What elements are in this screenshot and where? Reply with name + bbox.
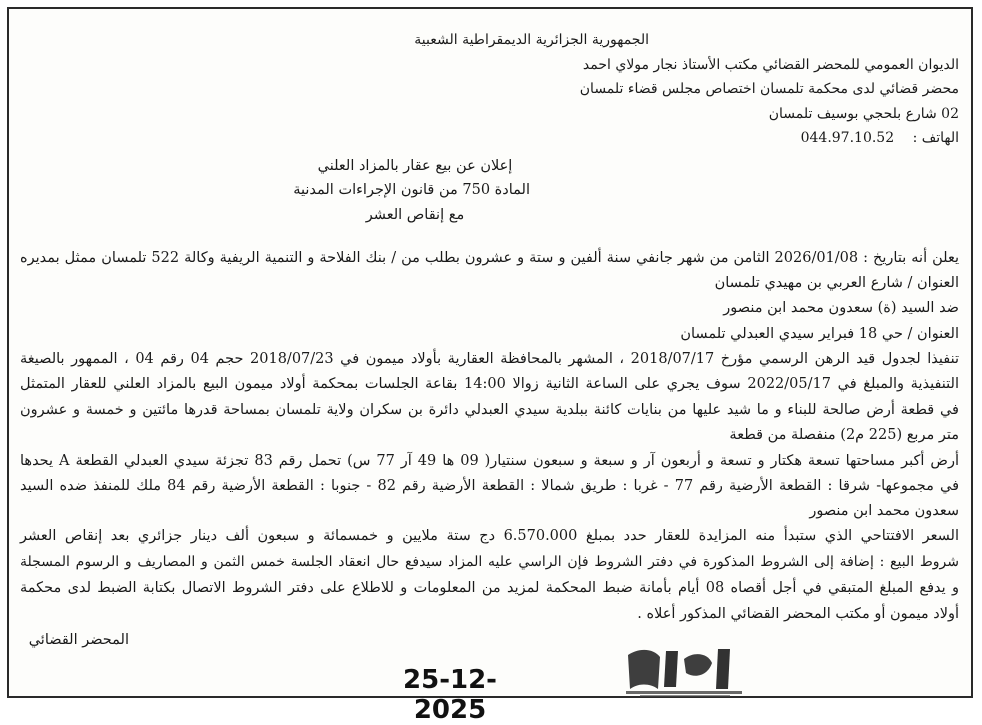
newspaper-logo-stamp: [620, 643, 750, 699]
phone-line: [801, 128, 959, 148]
body-line: يعلن أنه بتاريخ : 2026/01/08 الثامن من شهر جانفي سنة ألفين و ستة و عشرون بطلب من / بنك الفلاحة و التنمية الريفية وكالة 522 تلمسان ممثل بمديره: [20, 250, 959, 266]
body-line: في مجموعها- شرقا : القطعة الأرضية رقم 77 - غربا : طريق شمالا : القطعة الأرضية رقم 82 - جنوبا : القطعة الأرضية رقم 84 ملك للمنفذ ضده السيد: [20, 478, 959, 494]
signature-label: المحضر القضائي: [28, 632, 129, 648]
body-line: أولاد ميمون أو مكتب المحضر القضائي المذكور أعلاه .: [637, 606, 959, 622]
body-line: في قطعة أرض صالحة للبناء و ما شيد عليها من بنايات كائنة ببلدية سيدي العبدلي دائرة بن سكران ولاية تلمسان بمساحة قدرها مائتين و خمسة و عشرون: [20, 402, 959, 418]
phone-label: الهاتف :: [912, 130, 959, 146]
body-line: أرض أكبر مساحتها تسعة هكتار و تسعة و أربعون آر و سبعة و سبعون سنتيار( 09 ها 49 آر 77 س) تحمل رقم 83 تجزئة سيدي العبدلي القطعة A يحدها: [20, 453, 959, 469]
court-line: محضر قضائي لدى محكمة تلمسان اختصاص مجلس قضاء تلمسان: [579, 81, 959, 97]
body-line: سعدون محمد ابن منصور: [809, 503, 959, 519]
body-line: التنفيذية والمبلغ في 2022/05/17 سوف يجري على الساعة الثانية زوالا 14:00 بقاعة الجلسات بمحكمة أولاد ميمون البيع بالمزاد العلني للعقار المتمثل: [20, 376, 959, 392]
phone-number: 044.97.10.52: [800, 130, 895, 146]
body-line: متر مربع (225 م2) منفصلة من قطعة: [729, 427, 959, 443]
body-line: شروط البيع : إضافة إلى الشروط المذكورة في دفتر الشروط فإن الراسي عليه المزاد سيدفع حال انعقاد الجلسة خمس الثمن و المصاريف و الرسوم المسجلة: [20, 554, 959, 570]
body-line: العنوان / حي 18 فبراير سيدي العبدلي تلمسان: [680, 326, 959, 342]
legal-article: المادة 750 من قانون الإجراءات المدنية: [293, 182, 530, 198]
body-line: تنفيذا لجدول قيد الرهن الرسمي مؤرخ 2018/07/17 ، المشهر بالمحافظة العقارية بأولاد ميمون في 2018/07/23 حجم 04 رقم 04 ، الممهور بالصيغة: [20, 351, 959, 367]
reduction-note: مع إنقاص العشر: [365, 207, 465, 223]
notice-title: إعلان عن بيع عقار بالمزاد العلني: [317, 158, 513, 174]
republic-header: الجمهورية الجزائرية الديمقراطية الشعبية: [414, 32, 649, 48]
body-line: و يدفع المبلغ المتبقي في أجل أقصاه 08 أيام بأمانة ضبط المحكمة لمزيد من المعلومات و للاطلاع على دفتر الشروط الاتصال بكتابة الضبط لدى محكمة: [20, 580, 959, 596]
body-line: ضد السيد (ة) سعدون محمد ابن منصور: [723, 300, 959, 316]
office-line: الديوان العمومي للمحضر القضائي مكتب الأستاذ نجار مولاي احمد: [582, 57, 959, 73]
address-line: 02 شارع بلحجي بوسيف تلمسان: [768, 106, 959, 122]
body-line: السعر الافتتاحي الذي ستبدأ منه المزايدة للعقار حدد بمبلغ 6.570.000 دج ستة ملايين و خمسمائة و سبعون ألف دينار جزائري بعد إنقاص العشر: [20, 528, 959, 544]
publication-date: 25-12-2025: [403, 665, 497, 725]
body-line: العنوان / شارع العربي بن مهيدي تلمسان: [714, 275, 959, 291]
